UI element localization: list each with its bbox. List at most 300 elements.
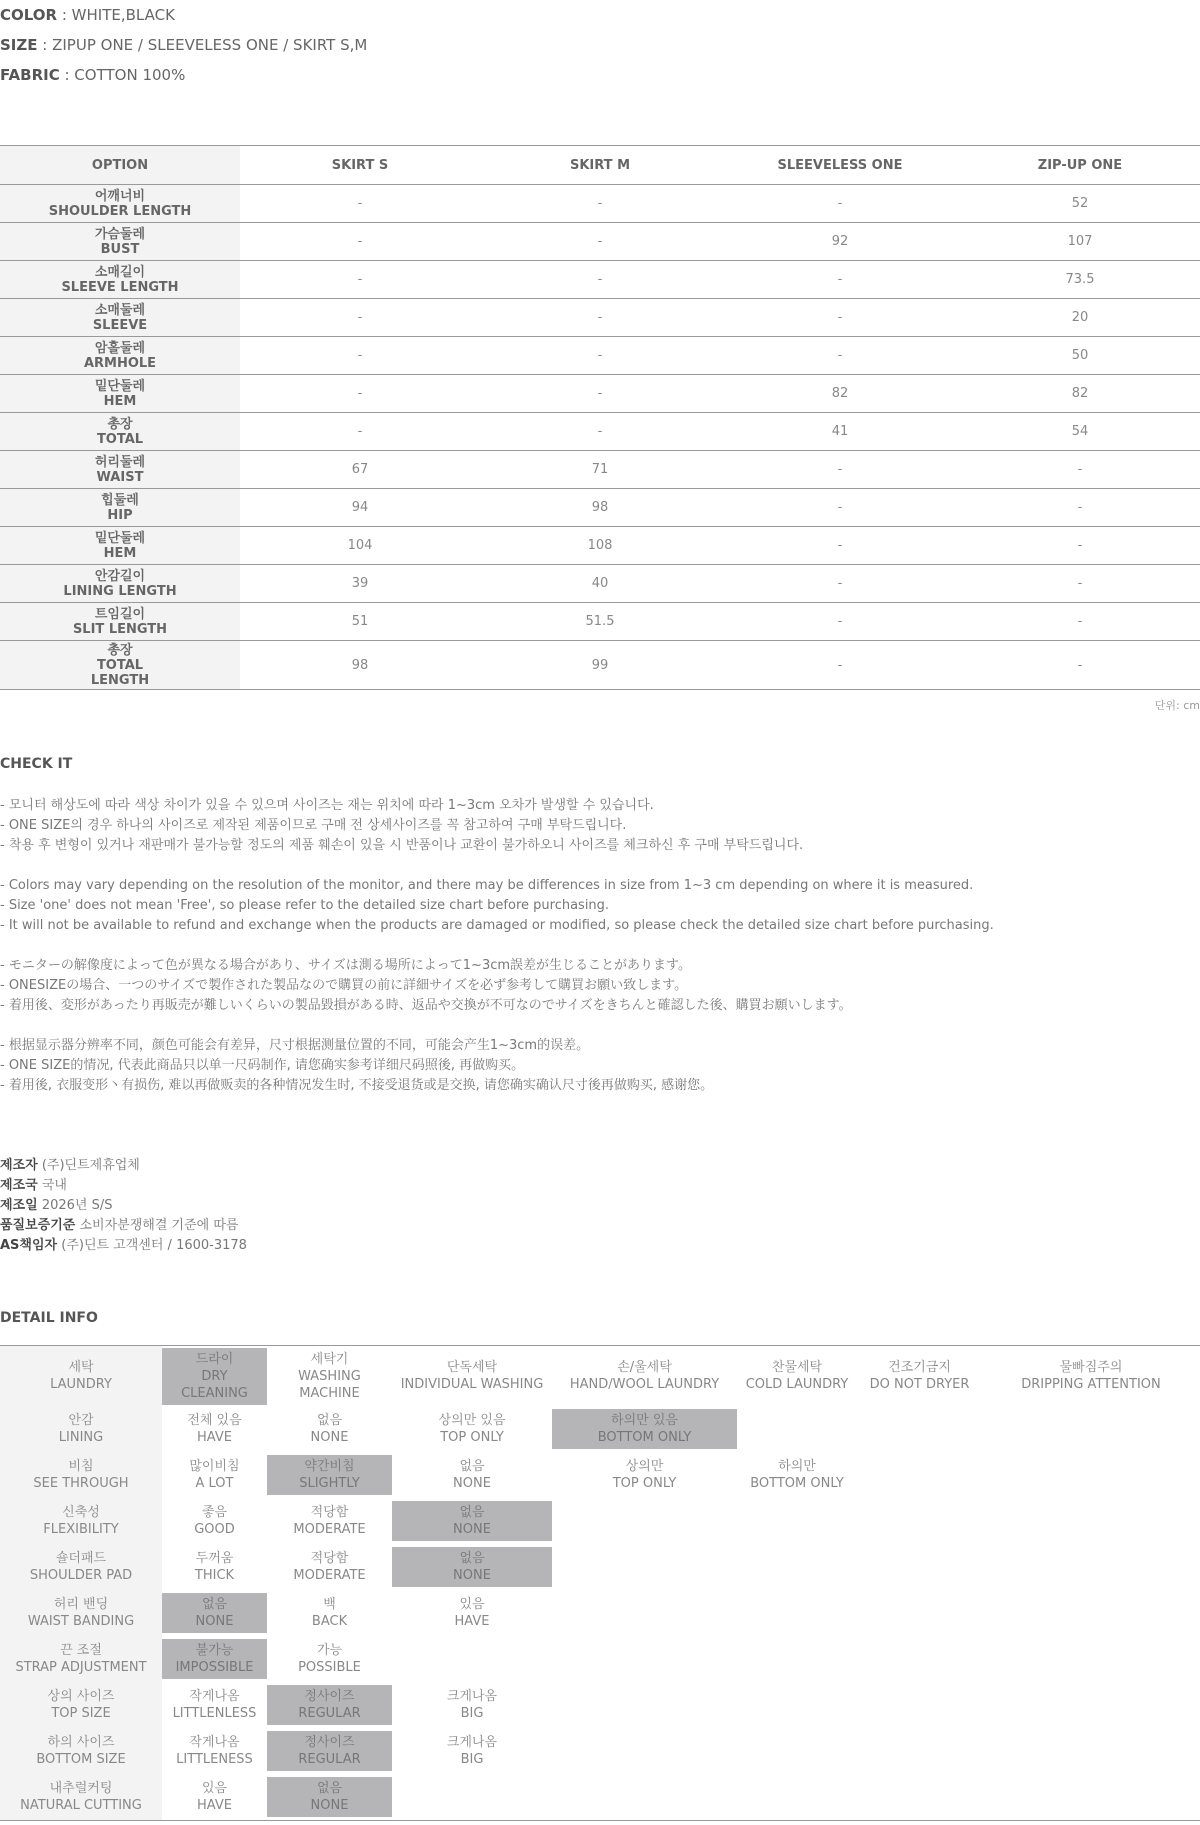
size-value: - bbox=[480, 337, 720, 375]
detail-option bbox=[267, 1590, 392, 1636]
size-value: - bbox=[480, 413, 720, 451]
size-value: - bbox=[960, 451, 1200, 489]
size-header-cell: SKIRT S bbox=[240, 146, 480, 185]
detail-option-line: HAVE bbox=[197, 1430, 232, 1445]
detail-label-line: NATURAL CUTTING bbox=[20, 1798, 142, 1813]
detail-row bbox=[0, 1774, 1200, 1821]
detail-option bbox=[737, 1406, 857, 1452]
detail-option-line: LITTLENLESS bbox=[172, 1706, 257, 1721]
detail-option bbox=[552, 1636, 737, 1682]
size-label-en: SLEEVE LENGTH bbox=[61, 279, 179, 295]
size-value: 71 bbox=[480, 451, 720, 489]
detail-option-line: 두꺼움 bbox=[195, 1551, 234, 1566]
info-value: : WHITE,BLACK bbox=[57, 6, 175, 24]
detail-row-label bbox=[0, 1636, 162, 1682]
detail-option-line: 정사이즈 bbox=[304, 1735, 355, 1750]
detail-option-text bbox=[737, 1458, 857, 1492]
size-value: 99 bbox=[480, 641, 720, 690]
size-label-en: SLEEVE bbox=[92, 317, 148, 333]
size-row-label bbox=[0, 603, 240, 641]
check-line: - Size 'one' does not mean 'Free', so please refer to the detailed size chart before purchasing. bbox=[0, 898, 610, 913]
detail-label-line: BOTTOM SIZE bbox=[36, 1752, 126, 1767]
detail-option bbox=[737, 1346, 857, 1407]
maker-row bbox=[0, 1236, 247, 1256]
size-value: - bbox=[720, 451, 960, 489]
maker-row bbox=[0, 1156, 247, 1176]
detail-option-text bbox=[162, 1504, 267, 1538]
detail-option-line: NONE bbox=[453, 1476, 491, 1491]
detail-option-line: INDIVIDUAL WASHING bbox=[400, 1377, 544, 1392]
detail-option-text bbox=[392, 1501, 552, 1541]
size-value: 73.5 bbox=[960, 261, 1200, 299]
detail-option-line: HAVE bbox=[454, 1614, 490, 1629]
detail-option-line: 드라이 bbox=[195, 1351, 234, 1367]
size-value: - bbox=[720, 641, 960, 690]
size-label-en: LINING LENGTH bbox=[63, 583, 177, 599]
detail-option bbox=[982, 1774, 1200, 1821]
detail-option bbox=[552, 1498, 737, 1544]
detail-option bbox=[737, 1590, 857, 1636]
detail-row-label bbox=[0, 1406, 162, 1452]
maker-key: 품질보증기준 bbox=[0, 1218, 76, 1233]
size-row bbox=[0, 299, 1200, 337]
detail-label-line: 내추럴커팅 bbox=[49, 1781, 113, 1796]
detail-label-line: 신축성 bbox=[62, 1505, 100, 1520]
detail-option bbox=[552, 1728, 737, 1774]
size-header-cell: OPTION bbox=[0, 146, 240, 185]
detail-option bbox=[982, 1636, 1200, 1682]
detail-row-label bbox=[0, 1452, 162, 1498]
size-label-ko: 총장 bbox=[107, 642, 133, 658]
size-row bbox=[0, 375, 1200, 413]
detail-option-text bbox=[392, 1412, 552, 1446]
detail-option bbox=[982, 1590, 1200, 1636]
detail-row bbox=[0, 1544, 1200, 1590]
size-value: - bbox=[720, 565, 960, 603]
detail-option-line: 있음 bbox=[201, 1781, 228, 1796]
detail-option-text bbox=[392, 1688, 552, 1722]
size-table bbox=[0, 145, 1200, 690]
detail-row bbox=[0, 1590, 1200, 1636]
detail-label-line: 하의 사이즈 bbox=[47, 1735, 115, 1750]
size-row-label bbox=[0, 451, 240, 489]
size-row bbox=[0, 337, 1200, 375]
detail-option-text bbox=[162, 1639, 267, 1679]
size-label-en: HEM bbox=[103, 545, 137, 561]
detail-title: DETAIL INFO bbox=[0, 1310, 98, 1326]
size-label-ko: 소매길이 bbox=[94, 264, 146, 280]
detail-row-label bbox=[0, 1544, 162, 1590]
info-row bbox=[0, 60, 367, 90]
detail-option-line: 없음 bbox=[201, 1597, 228, 1612]
detail-option-line: DO NOT DRYER bbox=[869, 1377, 970, 1392]
check-group bbox=[0, 876, 1200, 936]
detail-option bbox=[857, 1636, 982, 1682]
detail-option bbox=[982, 1346, 1200, 1407]
detail-option-line: 불가능 bbox=[195, 1643, 234, 1658]
size-value: 40 bbox=[480, 565, 720, 603]
detail-option bbox=[162, 1406, 267, 1452]
size-value: 52 bbox=[960, 185, 1200, 223]
detail-option-selected bbox=[162, 1590, 267, 1636]
size-label-en: LENGTH bbox=[90, 672, 150, 688]
info-row bbox=[0, 30, 367, 60]
detail-option-line: 적당함 bbox=[310, 1505, 349, 1520]
maker-row bbox=[0, 1196, 247, 1216]
detail-option-line: BACK bbox=[311, 1614, 348, 1629]
detail-option bbox=[982, 1498, 1200, 1544]
detail-option-line: BOTTOM ONLY bbox=[750, 1476, 844, 1491]
detail-option-text bbox=[162, 1688, 267, 1722]
detail-option bbox=[392, 1452, 552, 1498]
detail-option bbox=[982, 1682, 1200, 1728]
detail-option bbox=[392, 1682, 552, 1728]
size-row bbox=[0, 527, 1200, 565]
info-key: COLOR bbox=[0, 6, 58, 24]
detail-option-line: 많이비침 bbox=[189, 1459, 240, 1474]
detail-option-selected bbox=[267, 1452, 392, 1498]
detail-option bbox=[267, 1544, 392, 1590]
detail-option bbox=[267, 1346, 392, 1407]
detail-label-line: 안감 bbox=[68, 1413, 94, 1428]
unit-note: 단위: cm bbox=[1154, 699, 1200, 712]
detail-option-line: 없음 bbox=[316, 1413, 343, 1428]
detail-option-text bbox=[162, 1780, 267, 1814]
detail-option bbox=[737, 1728, 857, 1774]
detail-option bbox=[392, 1406, 552, 1452]
detail-option-line: 없음 bbox=[459, 1505, 485, 1520]
check-line: - Colors may vary depending on the resolution of the monitor, and there may be differences in size from 1~3 cm depending on where it is measured. bbox=[0, 878, 974, 893]
detail-label-line: LINING bbox=[58, 1430, 104, 1445]
detail-option bbox=[162, 1728, 267, 1774]
detail-label-line: 비침 bbox=[68, 1459, 94, 1474]
size-value: - bbox=[240, 223, 480, 261]
size-value: - bbox=[480, 375, 720, 413]
size-value: - bbox=[480, 299, 720, 337]
detail-label-line: LAUNDRY bbox=[50, 1377, 112, 1392]
size-value: 94 bbox=[240, 489, 480, 527]
detail-option-line: 적당함 bbox=[310, 1551, 349, 1566]
detail-option-line: 크게나옴 bbox=[446, 1689, 498, 1704]
detail-option bbox=[162, 1452, 267, 1498]
size-value: - bbox=[480, 223, 720, 261]
maker-row bbox=[0, 1176, 247, 1196]
detail-row-label bbox=[0, 1498, 162, 1544]
detail-option-selected bbox=[267, 1682, 392, 1728]
check-title: CHECK IT bbox=[0, 756, 73, 772]
detail-option-text bbox=[267, 1550, 392, 1584]
size-value: - bbox=[720, 603, 960, 641]
detail-option-line: DRIPPING ATTENTION bbox=[1021, 1377, 1161, 1392]
maker-info bbox=[0, 1156, 247, 1256]
detail-option-text bbox=[267, 1642, 392, 1676]
detail-option-line: 없음 bbox=[316, 1781, 343, 1796]
maker-value: (주)딘트 고객센터 / 1600-3178 bbox=[57, 1238, 247, 1253]
detail-option-selected bbox=[162, 1346, 267, 1407]
detail-row-label bbox=[0, 1590, 162, 1636]
detail-option-text bbox=[552, 1359, 737, 1393]
detail-option-text bbox=[392, 1596, 552, 1630]
check-line: - ONE SIZE의 경우 하나의 사이즈로 제작된 제품이므로 구매 전 상세사이즈를 꼭 참고하여 구매 부탁드립니다. bbox=[0, 818, 627, 833]
check-line: - 着用後, 衣服变形丶有损伤, 难以再做贩卖的各种情况发生时, 不接受退货或是交换, 请您确实确认尺寸後再做购买, 感谢您。 bbox=[0, 1078, 714, 1093]
detail-option bbox=[857, 1774, 982, 1821]
detail-label-line: 세탁 bbox=[68, 1360, 94, 1375]
detail-option-line: 가능 bbox=[316, 1643, 343, 1658]
detail-option-line: 크게나옴 bbox=[446, 1735, 498, 1750]
maker-value: 소비자분쟁해결 기준에 따름 bbox=[75, 1218, 239, 1233]
maker-value: 국내 bbox=[37, 1178, 67, 1193]
size-value: - bbox=[480, 261, 720, 299]
detail-option bbox=[737, 1774, 857, 1821]
detail-label-line: SHOULDER PAD bbox=[29, 1568, 133, 1583]
size-value: - bbox=[720, 489, 960, 527]
detail-option-line: NONE bbox=[310, 1798, 349, 1813]
detail-row bbox=[0, 1452, 1200, 1498]
check-group bbox=[0, 956, 1200, 1016]
detail-option-text bbox=[392, 1734, 552, 1768]
size-row-label bbox=[0, 527, 240, 565]
detail-label-line: 끈 조절 bbox=[60, 1643, 102, 1658]
size-value: - bbox=[960, 641, 1200, 690]
check-line: - 根据显示器分辨率不同，颜色可能会有差异，尺寸根据测量位置的不同，可能会产生1~3cm的误差。 bbox=[0, 1038, 590, 1053]
detail-option-line: 작게나옴 bbox=[189, 1735, 240, 1750]
detail-option bbox=[552, 1346, 737, 1407]
size-value: - bbox=[720, 527, 960, 565]
detail-option-text bbox=[392, 1547, 552, 1587]
detail-option bbox=[552, 1682, 737, 1728]
size-header-cell: ZIP-UP ONE bbox=[960, 146, 1200, 185]
size-row bbox=[0, 489, 1200, 527]
detail-option-line: 백 bbox=[323, 1597, 336, 1612]
size-row bbox=[0, 603, 1200, 641]
detail-option-selected bbox=[552, 1406, 737, 1452]
detail-option-line: NONE bbox=[453, 1568, 491, 1583]
detail-option bbox=[857, 1346, 982, 1407]
size-label-en: TOTAL bbox=[96, 657, 144, 673]
size-value: - bbox=[720, 261, 960, 299]
detail-option-line: 상의만 있음 bbox=[438, 1413, 506, 1428]
detail-option-text bbox=[552, 1409, 737, 1449]
detail-option bbox=[737, 1544, 857, 1590]
detail-option-line: GOOD bbox=[194, 1522, 235, 1537]
maker-key: 제조국 bbox=[0, 1178, 38, 1193]
size-value: 104 bbox=[240, 527, 480, 565]
detail-option bbox=[982, 1452, 1200, 1498]
detail-option-line: HAND/WOOL LAUNDRY bbox=[569, 1377, 720, 1392]
detail-option-line: 하의만 있음 bbox=[611, 1413, 678, 1428]
detail-option-text bbox=[267, 1455, 392, 1495]
detail-option-selected bbox=[392, 1544, 552, 1590]
detail-option-line: NONE bbox=[310, 1430, 349, 1445]
detail-option-text bbox=[162, 1550, 267, 1584]
size-value: 82 bbox=[720, 375, 960, 413]
detail-option-line: 세탁기 bbox=[310, 1351, 349, 1367]
size-row bbox=[0, 565, 1200, 603]
size-value: 67 bbox=[240, 451, 480, 489]
size-label-ko: 어깨너비 bbox=[94, 188, 146, 204]
detail-option-text bbox=[267, 1731, 392, 1771]
size-row-label bbox=[0, 375, 240, 413]
detail-option-line: 건조기금지 bbox=[888, 1360, 951, 1375]
check-line: - ONE SIZE的情况, 代表此商品只以单一尺码制作, 请您确实参考详细尺码照後, 再做购买。 bbox=[0, 1058, 525, 1073]
size-label-ko: 소매둘레 bbox=[94, 302, 146, 318]
size-label-ko: 가슴둘레 bbox=[94, 226, 146, 242]
detail-option-line: 없음 bbox=[459, 1551, 485, 1566]
detail-option-line: BIG bbox=[460, 1752, 484, 1767]
detail-option bbox=[267, 1406, 392, 1452]
detail-option-line: TOP ONLY bbox=[440, 1430, 504, 1445]
size-row-label bbox=[0, 641, 240, 690]
detail-option-line: DRY bbox=[201, 1368, 228, 1384]
size-value: - bbox=[240, 413, 480, 451]
detail-option bbox=[982, 1544, 1200, 1590]
size-label-en: TOTAL bbox=[96, 431, 144, 447]
detail-option-text bbox=[392, 1359, 552, 1393]
detail-option bbox=[552, 1544, 737, 1590]
size-label-en: HIP bbox=[107, 507, 133, 523]
detail-option-line: 손/울세탁 bbox=[617, 1360, 672, 1375]
size-value: 82 bbox=[960, 375, 1200, 413]
detail-option-line: IMPOSSIBLE bbox=[175, 1660, 254, 1675]
maker-key: 제조일 bbox=[0, 1198, 38, 1213]
check-notes bbox=[0, 796, 1200, 1116]
size-label-ko: 힙둘레 bbox=[101, 492, 139, 508]
detail-option-text bbox=[737, 1359, 857, 1393]
detail-label-line: WAIST BANDING bbox=[27, 1614, 135, 1629]
size-row bbox=[0, 261, 1200, 299]
detail-row bbox=[0, 1498, 1200, 1544]
detail-option bbox=[162, 1498, 267, 1544]
size-value: - bbox=[960, 489, 1200, 527]
detail-row bbox=[0, 1728, 1200, 1774]
detail-option bbox=[552, 1452, 737, 1498]
detail-option bbox=[267, 1636, 392, 1682]
detail-option bbox=[392, 1346, 552, 1407]
size-row bbox=[0, 641, 1200, 690]
size-value: - bbox=[240, 299, 480, 337]
detail-option-line: SLIGHTLY bbox=[299, 1476, 360, 1491]
detail-option-line: HAVE bbox=[197, 1798, 232, 1813]
info-key: FABRIC bbox=[0, 66, 60, 84]
detail-option-line: MODERATE bbox=[293, 1568, 366, 1583]
size-label-ko: 안감길이 bbox=[94, 568, 146, 584]
size-row-label bbox=[0, 413, 240, 451]
detail-option-line: TOP ONLY bbox=[612, 1476, 677, 1491]
size-value: 39 bbox=[240, 565, 480, 603]
detail-option-text bbox=[267, 1596, 392, 1630]
detail-row bbox=[0, 1346, 1200, 1407]
size-row-label bbox=[0, 337, 240, 375]
detail-option-text bbox=[162, 1348, 267, 1405]
check-line: - 모니터 해상도에 따라 색상 차이가 있을 수 있으며 사이즈는 재는 위치에 따라 1~3cm 오차가 발생할 수 있습니다. bbox=[0, 798, 654, 813]
size-row-label bbox=[0, 261, 240, 299]
detail-option-text bbox=[267, 1412, 392, 1446]
size-row-label bbox=[0, 489, 240, 527]
maker-key: AS책임자 bbox=[0, 1238, 58, 1253]
size-label-en: ARMHOLE bbox=[83, 355, 157, 371]
detail-option-line: 작게나옴 bbox=[189, 1689, 240, 1704]
detail-option bbox=[982, 1406, 1200, 1452]
detail-option bbox=[857, 1406, 982, 1452]
maker-key: 제조자 bbox=[0, 1158, 38, 1173]
detail-option-line: POSSIBLE bbox=[298, 1660, 361, 1675]
detail-label-line: 허리 밴딩 bbox=[53, 1597, 109, 1612]
detail-option-line: NONE bbox=[453, 1522, 491, 1537]
size-row bbox=[0, 413, 1200, 451]
detail-option-line: 좋음 bbox=[201, 1505, 228, 1520]
detail-option-text bbox=[162, 1734, 267, 1768]
detail-row-label bbox=[0, 1774, 162, 1821]
detail-row-label bbox=[0, 1728, 162, 1774]
detail-option-text bbox=[162, 1458, 267, 1492]
detail-option bbox=[392, 1636, 552, 1682]
detail-option bbox=[982, 1728, 1200, 1774]
size-value: 98 bbox=[240, 641, 480, 690]
detail-row bbox=[0, 1406, 1200, 1452]
detail-option-text bbox=[982, 1359, 1200, 1393]
detail-row bbox=[0, 1636, 1200, 1682]
size-value: - bbox=[720, 299, 960, 337]
detail-row-label bbox=[0, 1346, 162, 1407]
detail-option bbox=[857, 1544, 982, 1590]
detail-option-line: A LOT bbox=[195, 1476, 234, 1491]
detail-option-text bbox=[552, 1458, 737, 1492]
size-label-ko: 밑단둘레 bbox=[94, 530, 146, 546]
detail-option-text bbox=[267, 1777, 392, 1817]
size-row bbox=[0, 451, 1200, 489]
detail-option-line: CLEANING bbox=[181, 1385, 248, 1401]
maker-value: (주)딘트제휴업체 bbox=[37, 1158, 140, 1173]
size-value: - bbox=[240, 185, 480, 223]
size-row bbox=[0, 185, 1200, 223]
check-line: - モニターの解像度によって色が異なる場合があり、サイズは測る場所によって1~3cm誤差が生じることがあります。 bbox=[0, 958, 691, 973]
detail-label-line: TOP SIZE bbox=[51, 1706, 111, 1721]
size-label-en: BUST bbox=[100, 241, 140, 257]
detail-option-line: NONE bbox=[195, 1614, 234, 1629]
detail-option-text bbox=[162, 1593, 267, 1633]
size-table-header bbox=[0, 146, 1200, 185]
detail-option bbox=[857, 1498, 982, 1544]
detail-option-line: MODERATE bbox=[293, 1522, 366, 1537]
check-line: - 착용 후 변형이 있거나 재판매가 불가능할 정도의 제품 훼손이 있을 시 반품이나 교환이 불가하오니 사이즈를 체크하신 후 구매 부탁드립니다. bbox=[0, 838, 804, 853]
detail-option-selected bbox=[267, 1774, 392, 1821]
size-value: 20 bbox=[960, 299, 1200, 337]
detail-option-text bbox=[267, 1351, 392, 1402]
detail-option-line: COLD LAUNDRY bbox=[745, 1377, 849, 1392]
size-row-label bbox=[0, 299, 240, 337]
detail-option-line: WASHING MACHINE bbox=[298, 1368, 361, 1401]
detail-option bbox=[552, 1590, 737, 1636]
detail-option bbox=[737, 1636, 857, 1682]
detail-table bbox=[0, 1345, 1200, 1821]
detail-option bbox=[392, 1728, 552, 1774]
maker-row bbox=[0, 1216, 247, 1236]
detail-option-text bbox=[267, 1504, 392, 1538]
detail-option-line: 상의만 bbox=[625, 1459, 664, 1474]
size-value: - bbox=[960, 603, 1200, 641]
detail-option bbox=[857, 1452, 982, 1498]
detail-label-line: SEE THROUGH bbox=[33, 1476, 129, 1491]
detail-option-line: 있음 bbox=[459, 1597, 485, 1612]
detail-option-line: 약간비침 bbox=[304, 1459, 355, 1474]
size-value: 108 bbox=[480, 527, 720, 565]
detail-option bbox=[737, 1682, 857, 1728]
size-row bbox=[0, 223, 1200, 261]
size-value: - bbox=[720, 337, 960, 375]
check-group bbox=[0, 796, 1200, 856]
size-label-en: HEM bbox=[103, 393, 137, 409]
detail-option bbox=[552, 1774, 737, 1821]
